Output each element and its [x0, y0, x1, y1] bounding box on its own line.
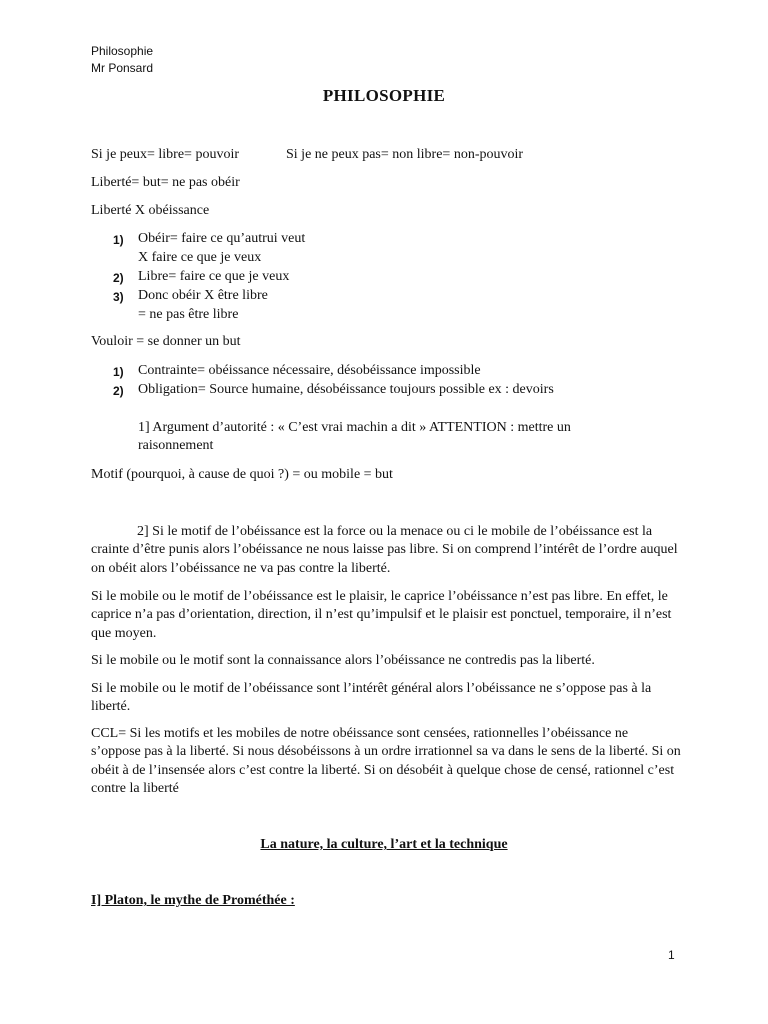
subheading-platon: I] Platon, le mythe de Prométhée :: [91, 893, 295, 908]
list1-num-1: 1): [113, 233, 124, 247]
list1-item-3-line-2: = ne pas être libre: [138, 307, 239, 322]
line-pouvoir-libre: Si je peux= libre= pouvoir: [91, 147, 239, 162]
document-header: [91, 43, 153, 77]
paragraph-force-menace: 2] Si le motif de l’obéissance est la force ou la menace ou ci le mobile de l’obéissance est la crainte d’être punis alors l’obéissance ne nous laisse pas libre. Si on comprend l’intérêt de l’ordre auquel on obéit alors l’obéissance ne va pas contre la liberté.: [91, 524, 678, 576]
line-vouloir: Vouloir = se donner un but: [91, 334, 241, 349]
page-number: 1: [668, 948, 675, 962]
list1-item-1-line-1: Obéir= faire ce qu’autrui veut: [138, 231, 306, 246]
page-title: PHILOSOPHIE: [322, 86, 446, 105]
argument-line-1: 1] Argument d’autorité : « C’est vrai machin a dit » ATTENTION : mettre un: [138, 420, 571, 435]
line-pouvoir: [91, 147, 239, 163]
line-non-pouvoir: [286, 147, 523, 163]
line-motif: Motif (pourquoi, à cause de quoi ?) = ou mobile = but: [91, 467, 393, 482]
section-heading: La nature, la culture, l’art et la technique: [260, 837, 508, 852]
list2-item-2: Obligation= Source humaine, désobéissance toujours possible ex : devoirs: [138, 382, 554, 397]
argument-line-2: raisonnement: [138, 438, 214, 453]
list1-item-2-line-1: Libre= faire ce que je veux: [138, 269, 290, 284]
paragraph-conclusion: CCL= Si les motifs et les mobiles de notre obéissance sont censées, rationnelles l’obéissance ne s’oppose pas à la liberté. Si nous désobéissons à un ordre irrationnel sa va dans le sens de la liberté. Si on obéit à de l’insensée alors c’est contre la liberté. Si on désobéit à quelque chose de censé, rationnel c’est contre la liberté: [91, 726, 681, 796]
list1-num-2: 2): [113, 271, 124, 285]
list1-item-3-line-1: Donc obéir X être libre: [138, 288, 268, 303]
list1-num-3: 3): [113, 290, 124, 304]
paragraph-connaissance: Si le mobile ou le motif sont la connaissance alors l’obéissance ne contredis pas la liberté.: [91, 653, 595, 668]
paragraph-interet-general: Si le mobile ou le motif de l’obéissance sont l’intérêt général alors l’obéissance ne s’oppose pas à la liberté.: [91, 681, 652, 715]
header-subject: Philosophie: [91, 44, 154, 58]
header-teacher: Mr Ponsard: [91, 61, 154, 75]
list2-num-1: 1): [113, 365, 124, 379]
line-pouvoir-non-libre: Si je ne peux pas= non libre= non-pouvoir: [286, 147, 524, 162]
list2-item-1: Contrainte= obéissance nécessaire, désobéissance impossible: [138, 363, 481, 378]
paragraph-plaisir: Si le mobile ou le motif de l’obéissance est le plaisir, le caprice l’obéissance n’est pas libre. En effet, le caprice n’a pas d’orientation, direction, il n’est qu’impulsif et le plaisir est ponctuel, temporaire, il n’est que moyen.: [91, 589, 672, 641]
line-liberte-but: Liberté= but= ne pas obéir: [91, 175, 240, 190]
list2-num-2: 2): [113, 384, 124, 398]
line-liberte-obeissance: Liberté X obéissance: [91, 203, 210, 218]
list1-item-1-line-2: X faire ce que je veux: [138, 250, 262, 265]
